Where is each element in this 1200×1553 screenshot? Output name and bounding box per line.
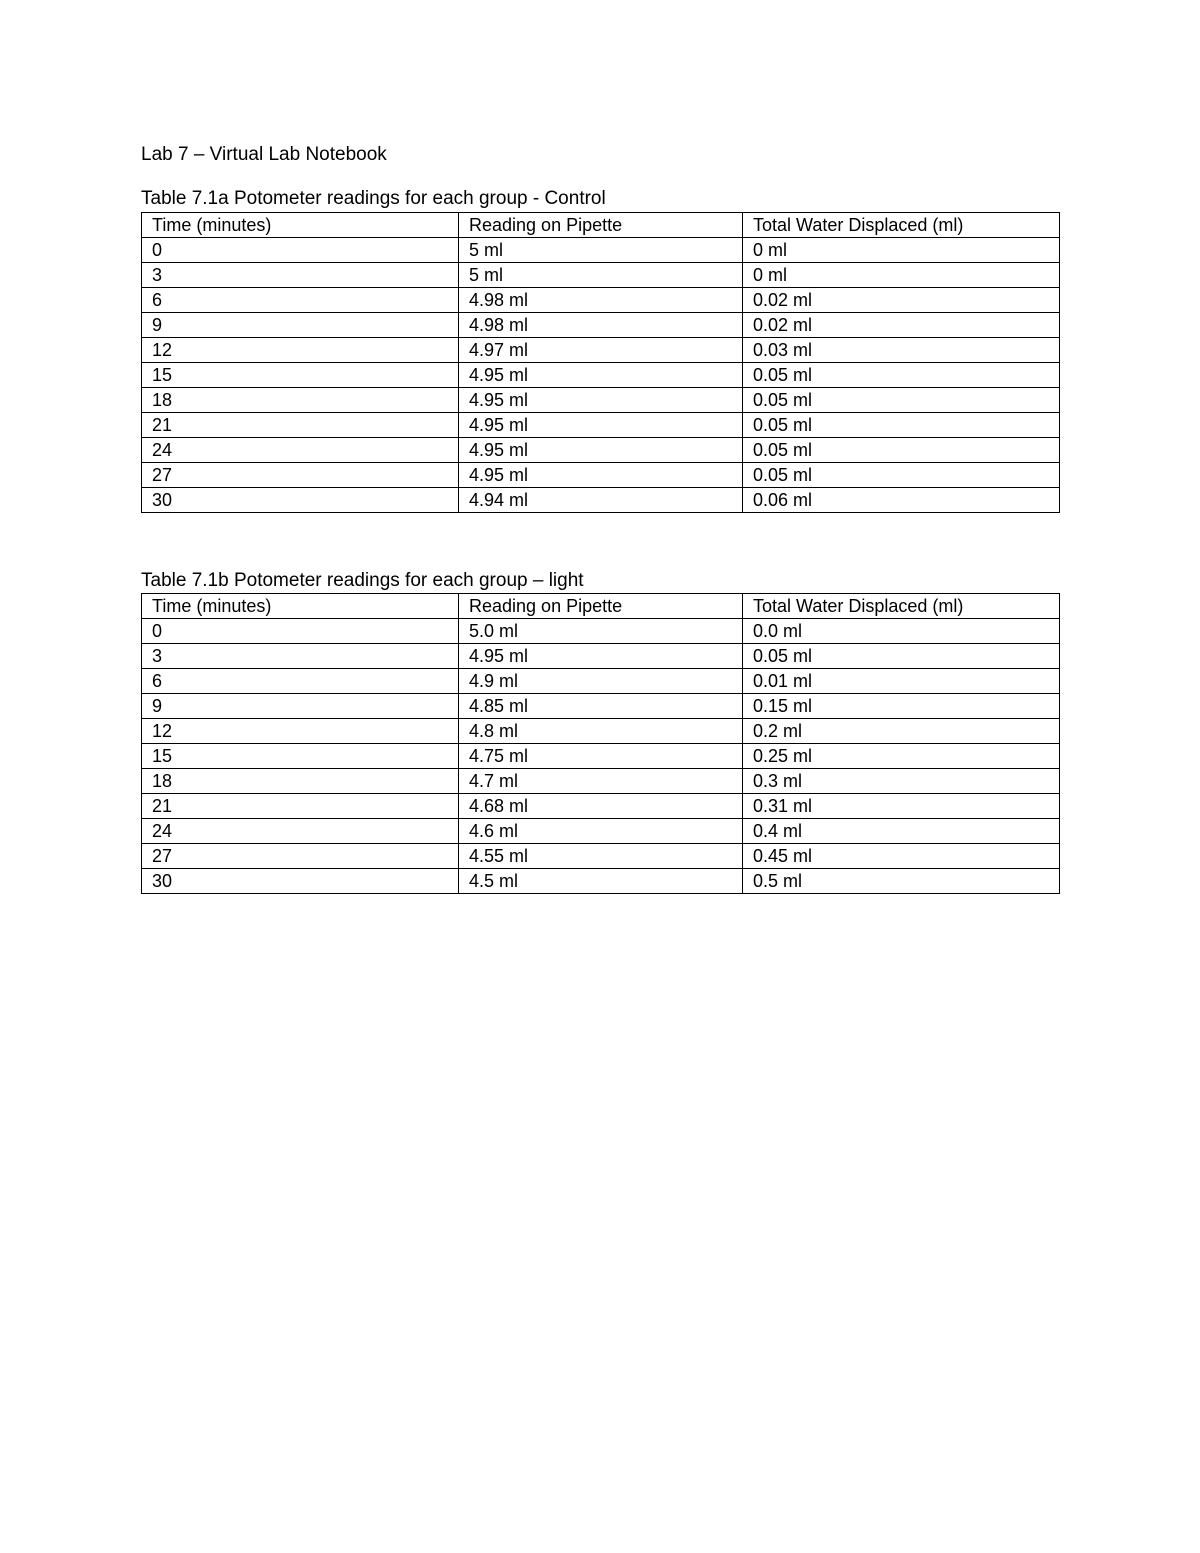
- time-cell: 24: [142, 819, 459, 844]
- table-row: [142, 719, 1060, 744]
- water-displaced-cell: 0 ml: [743, 263, 1060, 288]
- table-row: [142, 438, 1060, 463]
- pipette-reading-cell: 4.75 ml: [459, 744, 743, 769]
- pipette-reading-cell: 5.0 ml: [459, 619, 743, 644]
- water-displaced-cell: 0.05 ml: [743, 463, 1060, 488]
- pipette-reading-cell: 4.95 ml: [459, 644, 743, 669]
- table-header-row: [142, 213, 1060, 238]
- water-displaced-cell: 0.05 ml: [743, 644, 1060, 669]
- pipette-reading-cell: 4.95 ml: [459, 463, 743, 488]
- water-displaced-cell: 0.0 ml: [743, 619, 1060, 644]
- pipette-reading-cell: 4.95 ml: [459, 413, 743, 438]
- time-cell: 30: [142, 488, 459, 513]
- pipette-reading-cell: 4.98 ml: [459, 288, 743, 313]
- time-cell: 3: [142, 644, 459, 669]
- table-row: [142, 463, 1060, 488]
- column-header: Total Water Displaced (ml): [743, 213, 1060, 238]
- pipette-reading-cell: 4.9 ml: [459, 669, 743, 694]
- time-cell: 12: [142, 338, 459, 363]
- time-cell: 0: [142, 619, 459, 644]
- water-displaced-cell: 0.15 ml: [743, 694, 1060, 719]
- pipette-reading-cell: 4.98 ml: [459, 313, 743, 338]
- table-row: [142, 669, 1060, 694]
- water-displaced-cell: 0.01 ml: [743, 669, 1060, 694]
- time-cell: 21: [142, 794, 459, 819]
- water-displaced-cell: 0.05 ml: [743, 388, 1060, 413]
- water-displaced-cell: 0.5 ml: [743, 869, 1060, 894]
- water-displaced-cell: 0.25 ml: [743, 744, 1060, 769]
- page-title: Lab 7 – Virtual Lab Notebook: [141, 144, 387, 165]
- time-cell: 9: [142, 694, 459, 719]
- pipette-reading-cell: 5 ml: [459, 238, 743, 263]
- column-header: Reading on Pipette: [459, 594, 743, 619]
- time-cell: 0: [142, 238, 459, 263]
- column-header: Total Water Displaced (ml): [743, 594, 1060, 619]
- time-cell: 3: [142, 263, 459, 288]
- table-row: [142, 238, 1060, 263]
- water-displaced-cell: 0.31 ml: [743, 794, 1060, 819]
- table-row: [142, 869, 1060, 894]
- pipette-reading-cell: 4.55 ml: [459, 844, 743, 869]
- table-row: [142, 488, 1060, 513]
- table-row: [142, 313, 1060, 338]
- water-displaced-cell: 0.06 ml: [743, 488, 1060, 513]
- table-row: [142, 619, 1060, 644]
- potometer-table-control: [141, 212, 1060, 513]
- potometer-table-light: [141, 593, 1060, 894]
- time-cell: 12: [142, 719, 459, 744]
- table-row: [142, 769, 1060, 794]
- time-cell: 18: [142, 769, 459, 794]
- pipette-reading-cell: 4.6 ml: [459, 819, 743, 844]
- time-cell: 9: [142, 313, 459, 338]
- table-row: [142, 744, 1060, 769]
- water-displaced-cell: 0.05 ml: [743, 363, 1060, 388]
- pipette-reading-cell: 4.85 ml: [459, 694, 743, 719]
- time-cell: 6: [142, 669, 459, 694]
- table-row: [142, 819, 1060, 844]
- time-cell: 6: [142, 288, 459, 313]
- pipette-reading-cell: 4.95 ml: [459, 438, 743, 463]
- time-cell: 21: [142, 413, 459, 438]
- pipette-reading-cell: 4.8 ml: [459, 719, 743, 744]
- table-row: [142, 694, 1060, 719]
- pipette-reading-cell: 4.95 ml: [459, 388, 743, 413]
- water-displaced-cell: 0.03 ml: [743, 338, 1060, 363]
- pipette-reading-cell: 4.97 ml: [459, 338, 743, 363]
- pipette-reading-cell: 4.7 ml: [459, 769, 743, 794]
- table-header-row: [142, 594, 1060, 619]
- table-row: [142, 263, 1060, 288]
- time-cell: 24: [142, 438, 459, 463]
- pipette-reading-cell: 4.94 ml: [459, 488, 743, 513]
- pipette-reading-cell: 4.95 ml: [459, 363, 743, 388]
- column-header: Time (minutes): [142, 213, 459, 238]
- water-displaced-cell: 0.02 ml: [743, 288, 1060, 313]
- table-row: [142, 288, 1060, 313]
- pipette-reading-cell: 4.68 ml: [459, 794, 743, 819]
- time-cell: 15: [142, 363, 459, 388]
- time-cell: 30: [142, 869, 459, 894]
- water-displaced-cell: 0.2 ml: [743, 719, 1060, 744]
- water-displaced-cell: 0 ml: [743, 238, 1060, 263]
- water-displaced-cell: 0.05 ml: [743, 438, 1060, 463]
- time-cell: 15: [142, 744, 459, 769]
- pipette-reading-cell: 5 ml: [459, 263, 743, 288]
- table-row: [142, 363, 1060, 388]
- time-cell: 27: [142, 463, 459, 488]
- water-displaced-cell: 0.02 ml: [743, 313, 1060, 338]
- water-displaced-cell: 0.3 ml: [743, 769, 1060, 794]
- water-displaced-cell: 0.45 ml: [743, 844, 1060, 869]
- column-header: Reading on Pipette: [459, 213, 743, 238]
- table-row: [142, 844, 1060, 869]
- time-cell: 18: [142, 388, 459, 413]
- table-caption-control: Table 7.1a Potometer readings for each group - Control: [141, 188, 606, 209]
- time-cell: 27: [142, 844, 459, 869]
- table-row: [142, 644, 1060, 669]
- water-displaced-cell: 0.4 ml: [743, 819, 1060, 844]
- water-displaced-cell: 0.05 ml: [743, 413, 1060, 438]
- table-row: [142, 794, 1060, 819]
- table-row: [142, 413, 1060, 438]
- table-row: [142, 388, 1060, 413]
- column-header: Time (minutes): [142, 594, 459, 619]
- table-caption-light: Table 7.1b Potometer readings for each group – light: [141, 570, 584, 591]
- table-row: [142, 338, 1060, 363]
- pipette-reading-cell: 4.5 ml: [459, 869, 743, 894]
